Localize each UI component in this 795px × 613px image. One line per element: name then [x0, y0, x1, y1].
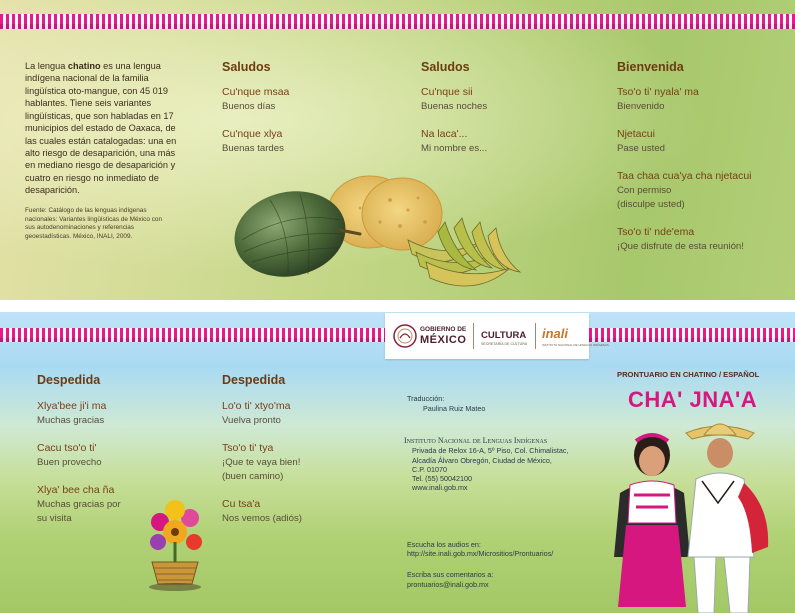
flower-basket-illustration	[140, 492, 210, 592]
cover-title: CHA' JNA'A	[628, 387, 758, 412]
cultura-logo: CULTURA	[481, 330, 527, 341]
decorative-stripe	[589, 328, 795, 338]
spanish-translation: Con permiso	[617, 185, 672, 196]
spanish-translation: Mi nombre es...	[421, 143, 488, 154]
chatino-phrase: Cu'nque sii	[421, 86, 473, 98]
chatino-phrase: Lo'o ti' xtyo'ma	[222, 400, 291, 412]
chatino-phrase: Cu'nque xlya	[222, 128, 283, 140]
chatino-phrase: Tso'o ti' nde'ema	[617, 226, 695, 238]
section-heading: Despedida	[37, 373, 101, 387]
chatino-phrase: Tso'o ti' tya	[222, 442, 274, 454]
audio-link[interactable]: http://site.inali.gob.mx/Micrositios/Prontuarios/	[407, 549, 554, 558]
translation-label: Traducción:	[407, 394, 445, 403]
source-note: Fuente: Catálogo de las lenguas indígenas nacionales: Variantes lingüísticas de México con sus autodenominaciones y referencias geoestadísticas. México, INALI, 2009.	[25, 207, 162, 240]
section-heading: Bienvenida	[617, 60, 684, 74]
fruit-illustration	[230, 170, 560, 295]
chatino-phrase: Tso'o ti' nyala' ma	[617, 86, 699, 98]
comments-label: Escriba sus comentarios a:	[407, 570, 494, 579]
decorative-stripe	[589, 338, 795, 342]
spanish-translation: Bienvenido	[617, 101, 665, 112]
chatino-phrase: Cu'nque msaa	[222, 86, 290, 98]
spanish-translation: Muchas gracias	[37, 415, 105, 426]
translator-name: Paulina Ruiz Mateo	[423, 404, 486, 413]
chatino-phrase: Taa chaa cua'ya cha njetacui	[617, 170, 752, 182]
website[interactable]: www.inali.gob.mx	[412, 483, 468, 492]
spanish-translation: Vuelva pronto	[222, 415, 281, 426]
audio-label: Escucha los audios en:	[407, 540, 481, 549]
phone: Tel. (55) 50042100	[412, 474, 472, 483]
chatino-phrase: Xlya'bee ji'i ma	[37, 400, 107, 412]
section-heading: Despedida	[222, 373, 286, 387]
spanish-translation: ¡Que te vaya bien!	[222, 457, 301, 468]
spanish-translation: Nos vemos (adiós)	[222, 513, 302, 524]
spanish-translation: Buenos días	[222, 101, 276, 112]
spanish-translation: Muchas gracias por	[37, 499, 121, 510]
gob-logo-line1: GOBIERNO DE	[420, 326, 467, 333]
chatino-phrase: Cu tsa'a	[222, 498, 261, 510]
chatino-phrase: Njetacui	[617, 128, 655, 140]
spanish-translation: Pase usted	[617, 143, 666, 154]
inali-logo-sub: INSTITUTO NACIONAL DE LENGUAS INDÍGENAS	[542, 343, 609, 347]
intro-paragraph: La lengua chatino es una lengua indígena nacional de la familia lingüística oto-mangue, con 45 019 hablantes. Tiene seis variantes lingüísticas, que son habladas en 17 municipios del estado de Oaxaca, de las cuales están catalogadas: una en alto riesgo de desaparición, una más en mediano riesgo de desaparición y cuatro en riesgo no inmediato de desaparición.	[25, 61, 177, 196]
address-line: Privada de Relox 16-A, 5º Piso, Col. Chimalistac,	[412, 446, 569, 455]
decorative-stripe	[0, 14, 795, 24]
address-line: C.P. 01070	[412, 465, 448, 474]
cultura-logo-sub: SECRETARÍA DE CULTURA	[481, 342, 528, 346]
section-heading: Saludos	[421, 60, 470, 74]
logo-divider	[473, 323, 474, 349]
chatino-phrase: Xlya' bee cha ña	[37, 484, 115, 496]
institute-name: Instituto Nacional de Lenguas Indígenas	[404, 436, 548, 445]
decorative-stripe	[0, 24, 795, 29]
spanish-translation: ¡Que disfrute de esta reunión!	[617, 241, 744, 252]
decorative-stripe	[0, 328, 385, 338]
cover-subtitle: PRONTUARIO EN CHATINO / ESPAÑOL	[617, 370, 760, 379]
spanish-translation: su visita	[37, 513, 72, 524]
mexico-seal-icon	[393, 324, 417, 348]
section-heading: Saludos	[222, 60, 271, 74]
spanish-translation: Buen provecho	[37, 457, 102, 468]
spanish-translation: (buen camino)	[222, 471, 284, 482]
address-line: Alcadía Álvaro Obregón, Ciudad de México,	[412, 456, 552, 465]
gob-logo-line2: MÉXICO	[420, 334, 467, 346]
couple-illustration	[602, 407, 788, 613]
decorative-stripe	[0, 338, 385, 342]
logo-divider	[535, 323, 536, 349]
chatino-phrase: Na laca'...	[421, 128, 468, 140]
chatino-phrase: Cacu tso'o ti'	[37, 442, 97, 454]
spanish-translation: (disculpe usted)	[617, 199, 685, 210]
logo-bar	[385, 313, 609, 359]
top-panel	[0, 0, 795, 300]
spanish-translation: Buenas tardes	[222, 143, 284, 154]
inali-logo: inali	[542, 326, 569, 341]
spanish-translation: Buenas noches	[421, 101, 488, 112]
email-link[interactable]: prontuarios@inali.gob.mx	[407, 580, 489, 589]
